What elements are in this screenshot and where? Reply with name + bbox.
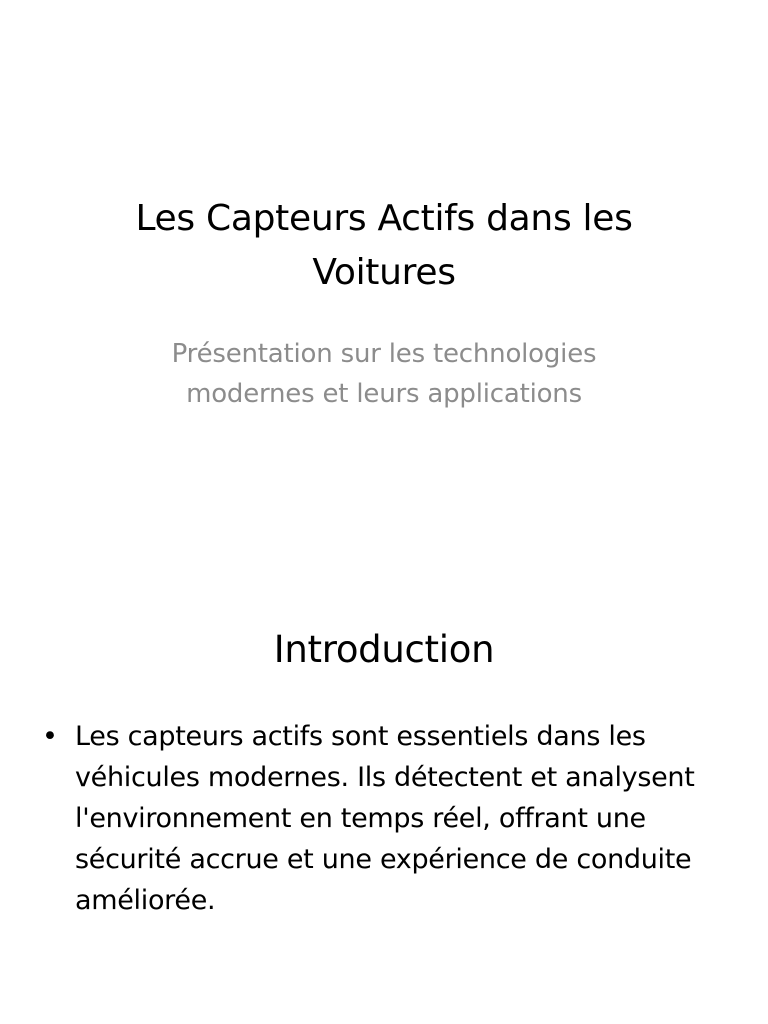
bullet-dot-icon: • [42, 721, 58, 752]
slide-title: Introduction [273, 628, 495, 671]
bullet-list [38, 716, 738, 921]
slide-title: Les Capteurs Actifs dans les Voitures [135, 198, 633, 293]
bullet-item [38, 716, 738, 921]
slide-subtitle: Présentation sur les technologies modernes et leurs applications [171, 339, 597, 409]
bullet-text: Les capteurs actifs sont essentiels dans les véhicules modernes. Ils détectent et analysent l'environnement en temps réel, offrant une sécurité accrue et une expérience de conduite améliorée. [75, 721, 695, 916]
introduction-slide [0, 576, 768, 1024]
